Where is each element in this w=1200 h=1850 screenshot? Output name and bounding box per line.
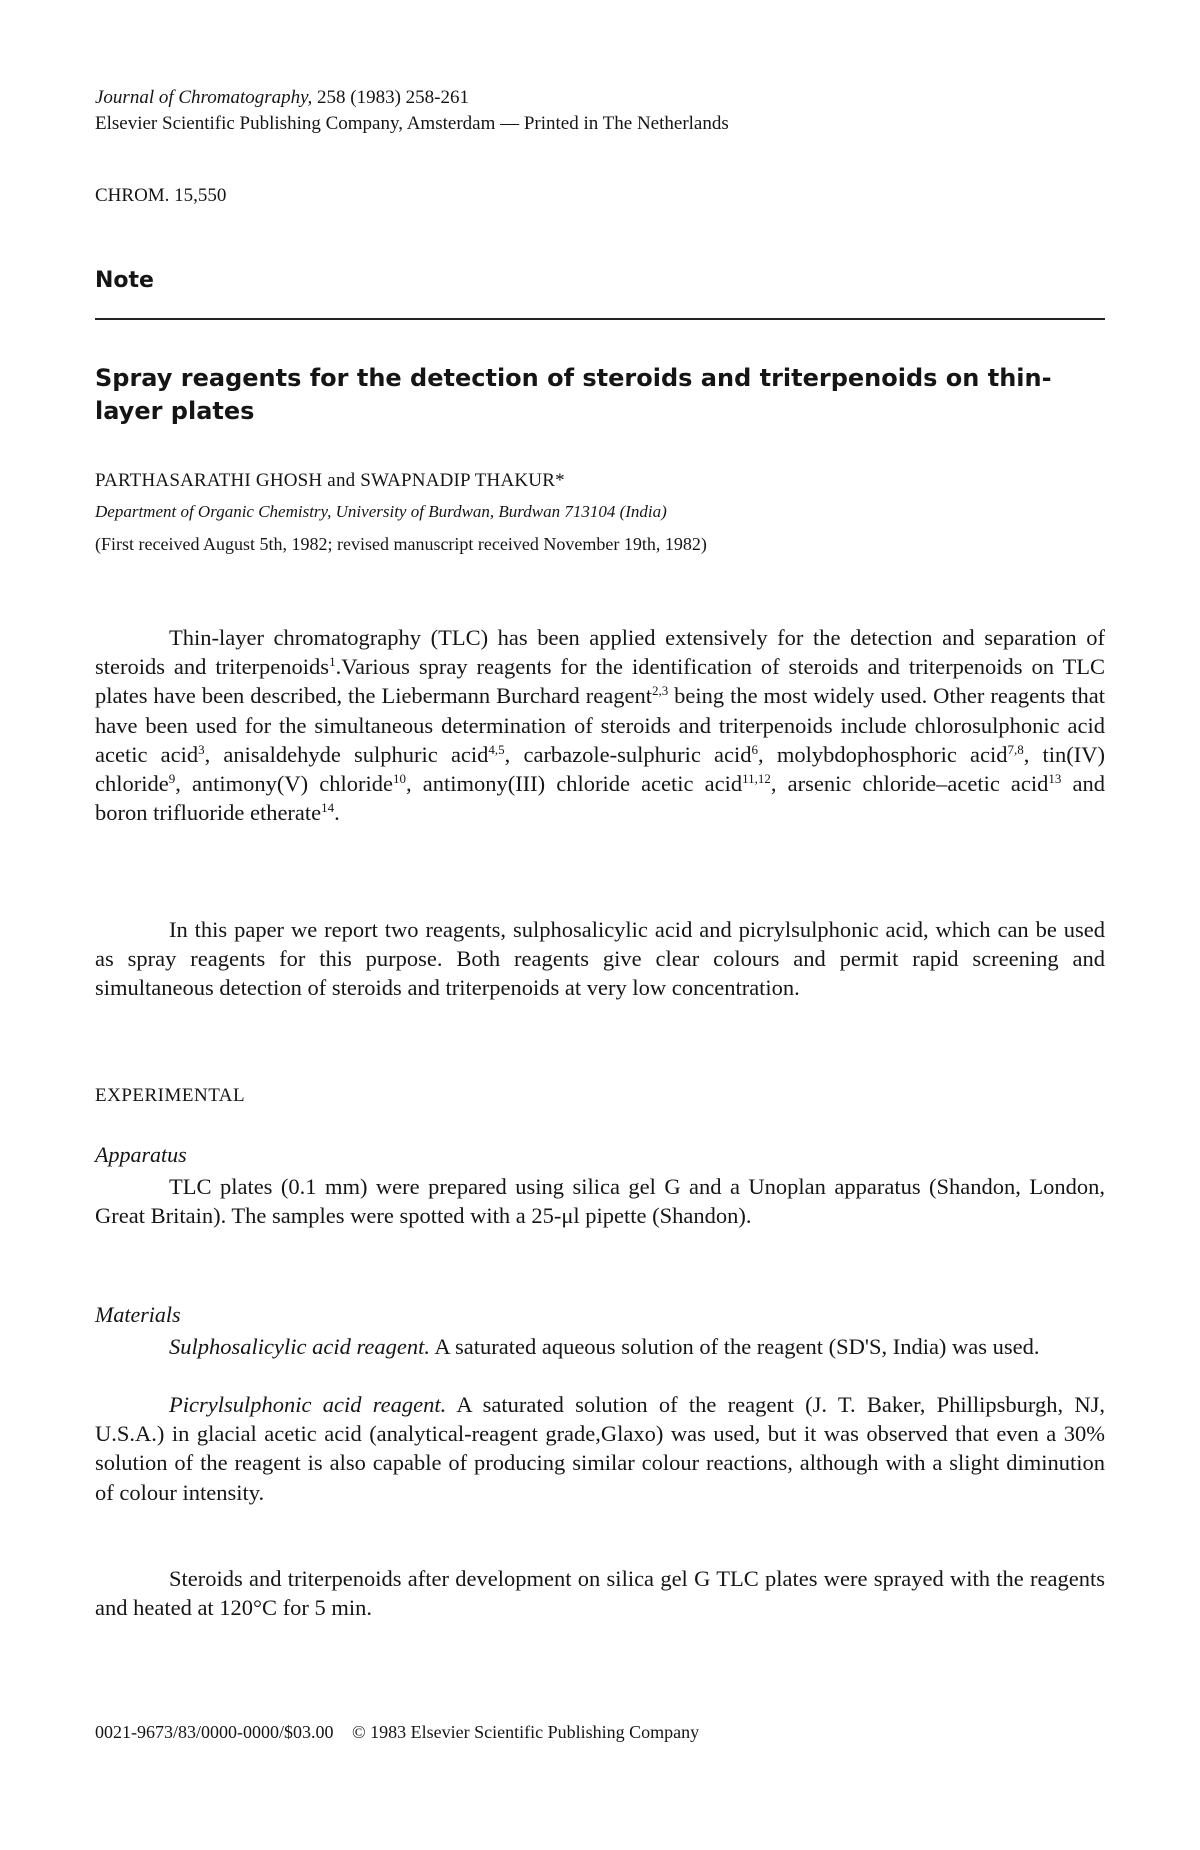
- sulphosalicylic-paragraph: [95, 1332, 1105, 1361]
- section-heading-experimental: EXPERIMENTAL: [95, 1085, 246, 1106]
- intro-paragraph-1: [95, 623, 1105, 827]
- picrylsulphonic-paragraph: [95, 1390, 1105, 1507]
- text-run: , molybdophosphoric acid: [758, 741, 1008, 767]
- text-run: , antimony(V) chloride: [175, 771, 393, 797]
- run-in-heading: Picrylsulphonic acid reagent.: [169, 1392, 447, 1417]
- text-run: Thin-layer chromatography (TLC) has been applied extensively for the detection and separation of steroids and triterpenoids: [95, 625, 1105, 680]
- text-run: , antimony(III) chloride acetic acid: [405, 771, 743, 797]
- reference-marker: 3: [198, 741, 205, 757]
- apparatus-paragraph: [95, 1172, 1105, 1230]
- chrom-code: CHROM. 15,550: [95, 185, 227, 206]
- reference-marker: 13: [1048, 771, 1062, 787]
- page-footer: [95, 1722, 713, 1743]
- authors: PARTHASARATHI GHOSH and SWAPNADIP THAKUR*: [95, 470, 565, 491]
- subheading-materials: Materials: [95, 1302, 181, 1327]
- paragraph-text: Steroids and triterpenoids after development on silica gel G TLC plates were sprayed with the reagents and heated at 120°C for 5 min.: [95, 1566, 1105, 1621]
- text-run: .Various spray reagents for the identification of steroids and triterpenoids on TLC plates have been described, the Liebermann Burchard reagent: [95, 654, 1106, 709]
- text-run: , carbazole-sulphuric acid: [504, 741, 752, 767]
- section-label: Note: [95, 268, 154, 293]
- reference-marker: 9: [168, 771, 176, 787]
- paragraph-text: A saturated solution of the reagent (J. T. Baker, Phillipsburgh, NJ, U.S.A.) in glacial acetic acid (analytical-reagent grade,Glaxo) was used, but it was observed that even a 30% solution of the reagent is also capable of producing similar colour reactions, although with a slight diminution of colour intensity.: [95, 1392, 1106, 1505]
- spray-procedure-paragraph: [95, 1564, 1105, 1622]
- reference-marker: 2,3: [651, 683, 669, 699]
- paragraph-text: In this paper we report two reagents, sulphosalicylic acid and picrylsulphonic acid, which can be used as spray reagents for this purpose. Both reagents give clear colours and permit rapid screening and simultaneous detection of steroids and triterpenoids at very low concentration.: [95, 917, 1105, 1001]
- text-run: , anisaldehyde sulphuric acid: [204, 741, 489, 767]
- journal-ref: 258 (1983) 258-261: [317, 87, 470, 108]
- affiliation: Department of Organic Chemistry, University of Burdwan, Burdwan 713104 (India): [95, 502, 667, 521]
- text-run: , tin(IV) chloride: [95, 741, 1105, 797]
- paragraph-text: TLC plates (0.1 mm) were prepared using silica gel G and a Unoplan apparatus (Shandon, London, Great Britain). The samples were spotted with a 25-μl pipette (Shandon).: [95, 1174, 1105, 1229]
- reference-marker: 4,5: [488, 741, 505, 757]
- run-in-heading: Sulphosalicylic acid reagent.: [169, 1334, 430, 1359]
- received-dates: (First received August 5th, 1982; revised manuscript received November 19th, 1982): [95, 534, 707, 554]
- paragraph-text: A saturated aqueous solution of the reagent (SD'S, India) was used.: [429, 1334, 1040, 1359]
- publisher-line: Elsevier Scientific Publishing Company, Amsterdam — Printed in The Netherlands: [95, 113, 729, 134]
- reference-marker: 14: [321, 800, 335, 816]
- text-run: , arsenic chloride–acetic acid: [770, 771, 1049, 797]
- journal-name: Journal of Chromatography,: [95, 87, 313, 108]
- intro-paragraph-2: [95, 915, 1105, 1003]
- reference-marker: 11,12: [742, 771, 771, 787]
- subheading-apparatus: Apparatus: [95, 1142, 187, 1167]
- text-run: being the most widely used. Other reagents that have been used for the simultaneous determination of steroids and triterpenoids include chlorosulphonic acid acetic acid: [95, 683, 1105, 767]
- journal-citation: [95, 85, 729, 111]
- copyright-notice: © 1983 Elsevier Scientific Publishing Company: [352, 1722, 700, 1742]
- reference-marker: 1: [329, 654, 336, 670]
- reference-marker: 6: [751, 741, 759, 757]
- text-run: .: [334, 800, 340, 826]
- header-divider: [95, 318, 1105, 320]
- journal-header: [95, 85, 729, 137]
- issn-price-code: 0021-9673/83/0000-0000/$03.00: [95, 1722, 334, 1742]
- reference-marker: 7,8: [1007, 741, 1024, 757]
- article-title: Spray reagents for the detection of steroids and triterpenoids on thin-layer plates: [95, 364, 1052, 425]
- reference-marker: 10: [392, 771, 406, 787]
- text-run: and boron trifluoride etherate: [95, 771, 1105, 826]
